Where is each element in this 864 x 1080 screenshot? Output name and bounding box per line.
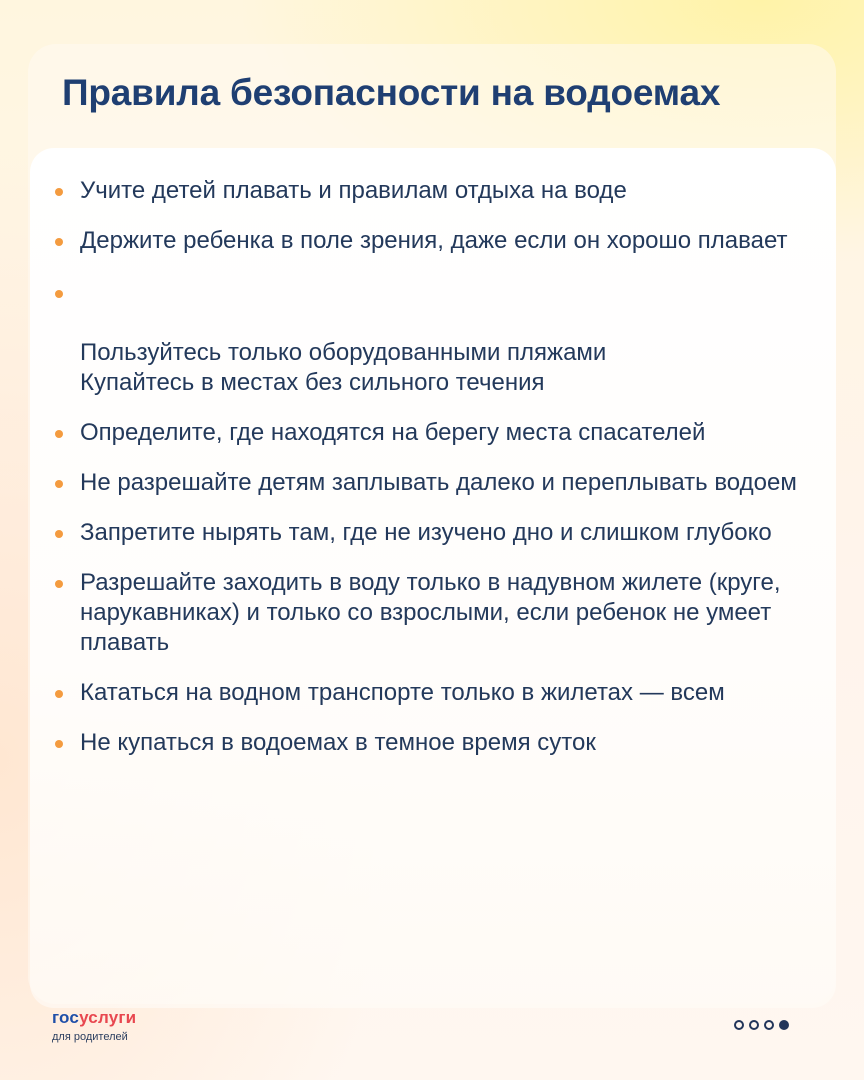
list-item [52,418,812,448]
gosuslugi-logo [52,1008,136,1044]
bullet-icon [55,430,63,438]
list-item [52,226,812,256]
bullet-icon [55,238,63,246]
rules-list [52,176,812,758]
list-item [52,468,812,498]
rule-text: Запретите нырять там, где не изучено дно и слишком глубоко [80,519,772,546]
rule-text: Разрешайте заходить в воду только в надувном жилете (круге, нарукавниках) и только со взрослыми, если ребенок не умеет плавать [80,569,781,656]
page-title: Правила безопасности на водоемах [62,72,721,113]
page-dot[interactable] [734,1020,744,1030]
bullet-icon [55,530,63,538]
page-dot-active[interactable] [779,1020,789,1030]
bullet-icon [55,480,63,488]
list-item [52,278,812,398]
bullet-icon [55,580,63,588]
list-item [52,568,812,658]
pagination-dots [734,1020,789,1030]
rule-text: Не купаться в водоемах в темное время суток [80,729,596,756]
logo-wordmark [52,1008,136,1028]
list-item [52,176,812,206]
list-item [52,678,812,708]
bullet-icon [55,740,63,748]
rule-text: Определите, где находятся на берегу места спасателей [80,419,706,446]
logo-part-uslugi: услуги [79,1008,137,1027]
list-item [52,518,812,548]
rule-text: Держите ребенка в поле зрения, даже если он хорошо плавает [80,227,788,254]
bullet-icon [55,690,63,698]
page-dot[interactable] [764,1020,774,1030]
rule-text: Не разрешайте детям заплывать далеко и переплывать водоем [80,469,797,496]
rule-text: Пользуйтесь только оборудованными пляжами Купайтесь в местах без сильного течения [80,339,607,396]
bullet-icon [55,290,63,298]
logo-subtitle: для родителей [52,1031,128,1043]
list-item [52,728,812,758]
page-dot[interactable] [749,1020,759,1030]
bullet-icon [55,188,63,196]
rule-text: Учите детей плавать и правилам отдыха на воде [80,177,627,204]
rule-text: Кататься на водном транспорте только в жилетах — всем [80,679,725,706]
logo-part-gos: гос [52,1008,80,1027]
